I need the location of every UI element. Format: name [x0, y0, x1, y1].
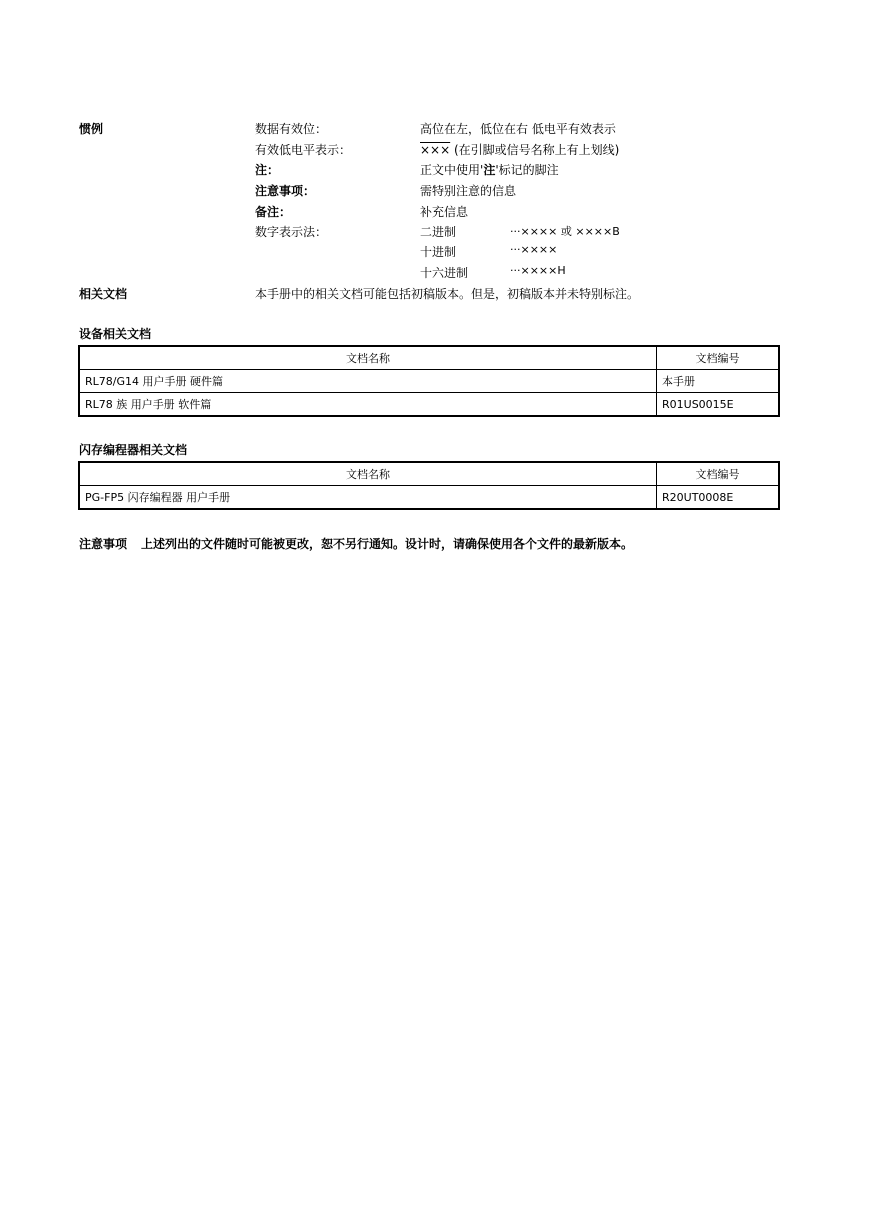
convention-desc: 十六进制 — [420, 266, 469, 280]
convention-desc — [420, 161, 559, 178]
table-row — [79, 486, 779, 510]
convention-desc — [420, 141, 619, 158]
caution-label: 注意事项 — [79, 537, 128, 551]
convention-desc-post: '标记的脚注 — [495, 163, 559, 177]
convention-value: ···×××× 或 ××××B — [510, 225, 620, 238]
col-header-number: 文档编号 — [657, 462, 780, 486]
convention-desc: 需特别注意的信息 — [420, 184, 517, 198]
overline-sample: ××× — [420, 143, 451, 157]
convention-term: 有效低电平表示： — [255, 143, 352, 157]
convention-desc-text: (在引脚或信号名称上有上划线) — [450, 143, 620, 157]
convention-term: 数字表示法： — [255, 225, 328, 239]
doc-number-cell: 本手册 — [657, 370, 780, 393]
conventions-label: 惯例 — [79, 122, 104, 136]
convention-desc: 十进制 — [420, 245, 457, 259]
device-docs-table — [78, 345, 780, 417]
table-row — [79, 393, 779, 417]
doc-name-cell: RL78/G14 用户手册 硬件篇 — [79, 370, 657, 393]
device-docs-heading: 设备相关文档 — [79, 327, 152, 341]
convention-desc: 高位在左，低位在右 低电平有效表示 — [420, 122, 616, 136]
table-row — [79, 370, 779, 393]
convention-term: 数据有效位： — [255, 122, 328, 136]
col-header-name: 文档名称 — [79, 346, 657, 370]
doc-number-cell: R20UT0008E — [657, 486, 780, 510]
table-header-row — [79, 346, 779, 370]
doc-name-cell: PG-FP5 闪存编程器 用户手册 — [79, 486, 657, 510]
related-docs-label: 相关文档 — [79, 287, 128, 301]
doc-name-cell: RL78 族 用户手册 软件篇 — [79, 393, 657, 417]
caution-text: 上述列出的文件随时可能被更改，恕不另行通知。设计时，请确保使用各个文件的最新版本。 — [141, 537, 634, 551]
doc-number-cell: R01US0015E — [657, 393, 780, 417]
col-header-name: 文档名称 — [79, 462, 657, 486]
convention-value: ···×××× — [510, 243, 558, 256]
convention-desc-bold: 注 — [483, 163, 496, 177]
flash-docs-table — [78, 461, 780, 510]
convention-desc-pre: 正文中使用' — [420, 163, 484, 177]
convention-term: 备注： — [255, 205, 292, 219]
col-header-number: 文档编号 — [657, 346, 780, 370]
convention-desc: 二进制 — [420, 225, 457, 239]
convention-desc: 补充信息 — [420, 205, 469, 219]
convention-term: 注意事项： — [255, 184, 316, 198]
convention-value: ···××××H — [510, 264, 566, 277]
convention-term: 注： — [255, 163, 280, 177]
table-header-row — [79, 462, 779, 486]
flash-docs-heading: 闪存编程器相关文档 — [79, 443, 188, 457]
related-docs-text: 本手册中的相关文档可能包括初稿版本。但是，初稿版本并未特别标注。 — [255, 287, 640, 301]
